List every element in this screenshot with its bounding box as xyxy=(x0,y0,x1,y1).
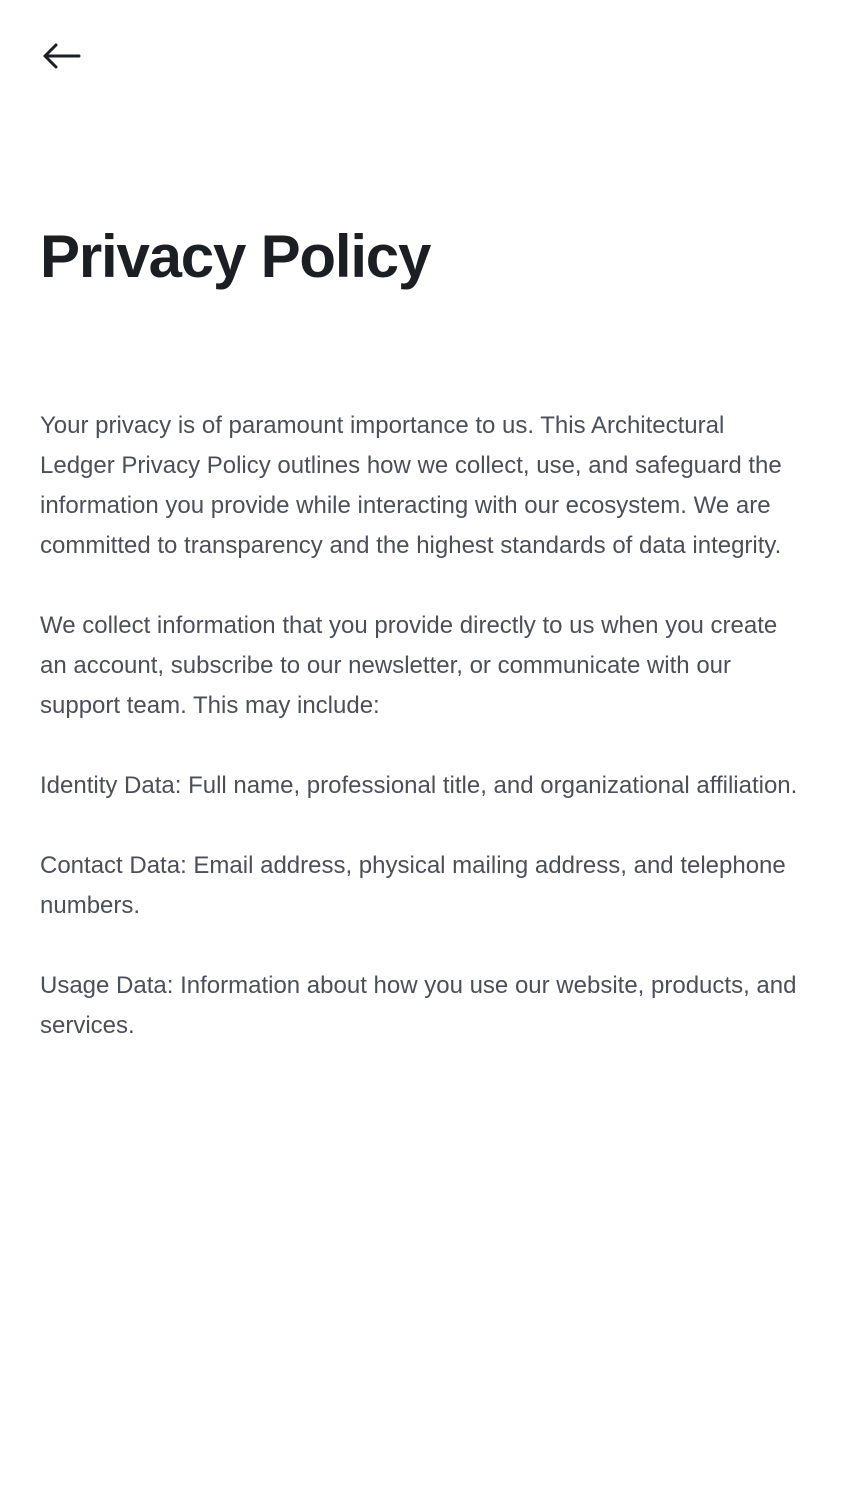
policy-content xyxy=(40,406,800,1086)
policy-intro-paragraph: Your privacy is of paramount importance to us. This Architectural Ledger Privacy Policy outlines how we collect, use, and safeguard the information you provide while interacting with our ecosystem. We are committed to transparency and the highest standards of data integrity. xyxy=(40,412,782,559)
policy-usage-data-item: Usage Data: Information about how you use our website, products, and services. xyxy=(40,972,797,1039)
policy-identity-data-item: Identity Data: Full name, professional title, and organizational affiliation. xyxy=(40,772,798,799)
policy-collection-paragraph: We collect information that you provide directly to us when you create an account, subscribe to our newsletter, or communicate with our support team. This may include: xyxy=(40,612,778,719)
arrow-left-icon xyxy=(41,42,81,70)
back-button[interactable] xyxy=(36,36,88,76)
policy-contact-data-item: Contact Data: Email address, physical mailing address, and telephone numbers. xyxy=(40,852,786,919)
page-title: Privacy Policy xyxy=(40,223,431,290)
